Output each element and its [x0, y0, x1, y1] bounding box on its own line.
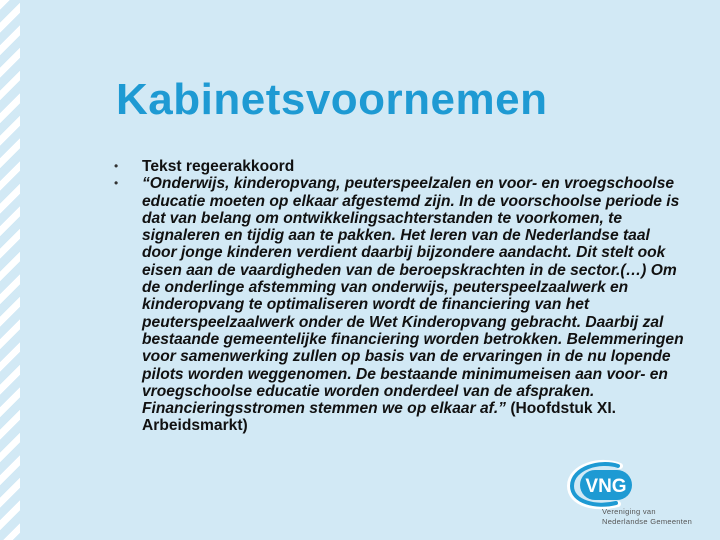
vng-logo-text: VNG	[585, 476, 627, 497]
bullet-dot-icon: •	[114, 159, 119, 173]
vng-tagline-line1: Vereniging van	[602, 507, 656, 516]
quote-text	[142, 175, 684, 434]
bullet-item	[112, 175, 687, 434]
quote-source: (Hoofdstuk XI. Arbeidsmarkt)	[142, 400, 617, 435]
bullet-item	[112, 158, 687, 175]
vng-tagline-line2: Nederlandse Gemeenten	[602, 517, 693, 526]
vng-tagline	[602, 507, 692, 527]
decorative-stripe-left	[0, 0, 20, 540]
bullet-list	[112, 158, 687, 435]
slide-title: Kabinetsvoornemen	[116, 75, 548, 124]
bullet-dot-icon: •	[114, 176, 119, 191]
quote-body: “Onderwijs, kinderopvang, peuterspeelzalen en voor- en vroegschoolse educatie moeten op elkaar afgestemd zijn. In de voorschoolse periode is dat van belang om ontwikkelingsachterstanden te voorkomen, te signaleren en tijdig aan te pakken. Het leren van de Nederlandse taal door jonge kinderen verdient daarbij bijzondere aandacht. Dit stelt ook eisen aan de vaardigheden van de beroepskrachten in de sector.(…) Om de onderlinge afstemming van onderwijs, peuterspeelzaalwerk en kinderopvang te optimaliseren wordt de financiering van het peuterspeelzaalwerk onder de Wet Kinderopvang gebracht. Daarbij zal bestaande gemeentelijke financiering worden betrokken. Belemmeringen voor samenwerking zullen op basis van de ervaringen in de nu lopende pilots worden weggenomen. De bestaande minimumeisen aan voor- en vroegschoolse educatie worden onderdeel van de afspraken. Financieringsstromen stemmen we op elkaar af.”	[142, 175, 684, 418]
bullet-text: Tekst regeerakkoord	[142, 158, 295, 175]
